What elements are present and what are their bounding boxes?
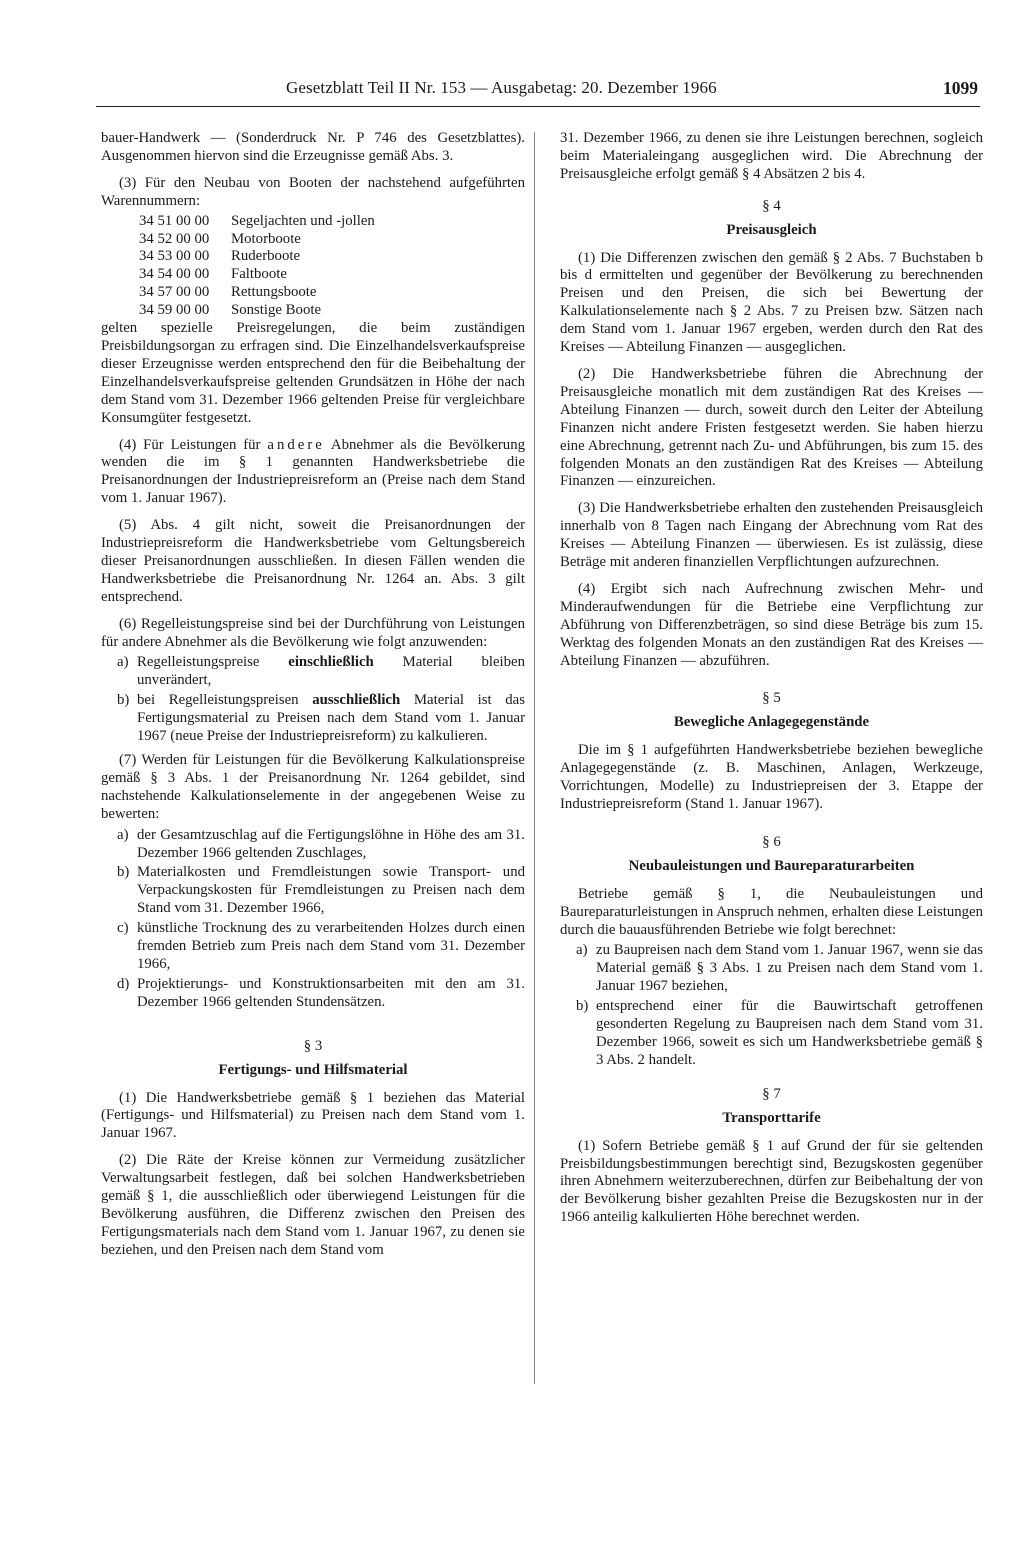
text-run: bei Regelleistungspreisen <box>137 692 299 709</box>
section-5-paragraph-1: Die im § 1 aufgeführten Handwerksbetriebe beziehen bewegliche Anlagegegenstände (z. B. Maschinen, Anlagen, Werkzeuge, Vorrichtungen, Modelle) zu Industriepreisen der 3. Etappe der Industriepreisreform (Stand 1. Januar 1967). <box>560 742 983 812</box>
section-number: § 3 <box>303 1037 323 1054</box>
list-item <box>560 942 983 996</box>
page-header <box>96 78 984 104</box>
ware-number-row <box>139 213 525 231</box>
section-title: Bewegliche Anlagegegenstände <box>673 714 870 731</box>
paragraph-6: (6) Regelleistungspreise sind bei der Durchführung von Leistungen für andere Abnehmer als die Bevölkerung wie folgt anzuwenden: <box>101 615 525 650</box>
item-label: b) <box>117 864 130 881</box>
ware-label: Sonstige Boote <box>231 302 322 319</box>
item-label: b) <box>576 998 589 1015</box>
section-3-paragraph-1: (1) Die Handwerksbetriebe gemäß § 1 beziehen das Material (Fertigungs- und Hilfsmaterial) zu Preisen nach dem Stand vom 1. Januar 1967. <box>101 1089 525 1142</box>
section-4-paragraph-2: (2) Die Handwerksbetriebe führen die Abrechnung der Preisausgleiche monatlich mit dem zuständigen Rat des Kreises — Abteilung Finanzen — durch, soweit durch den Leiter der Abteilung Finanzen nicht andere Fristen festgesetzt werden. Sie haben hierzu eine Abrechnung, getrennt nach Zu- und Abführungen, bis zum 15. des folgenden Monats an den zuständigen Rat des Kreises — Abteilung Finanzen — einzureichen. <box>560 365 983 490</box>
paragraph-3-rest: gelten spezielle Preisregelungen, die beim zuständigen Preisbildungsorgan zu erfragen sind. Die Einzelhandelsverkaufspreise dieser Erzeugnisse werden entsprechend den für die Beibehaltung der Einzelhandelsverkaufspreise geltenden Grundsätzen in Höhe der nach dem Stand vom 31. Dezember 1966 geltenden Preise für vergleichbare Konsumgüter festgesetzt. <box>101 320 525 426</box>
header-rule <box>96 106 980 107</box>
text-run: Material bleiben unverändert, <box>137 654 525 689</box>
section-title: Neubauleistungen und Baureparaturarbeiten <box>628 857 915 874</box>
section-number: § 6 <box>762 833 781 850</box>
list-item <box>101 827 525 863</box>
section-number: § 7 <box>762 1085 781 1102</box>
page-number: 1099 <box>943 78 978 98</box>
paragraph-3-intro: (3) Für den Neubau von Booten der nachstehend aufgeführten Warennummern: <box>101 174 525 209</box>
item-text: Projektierungs- und Konstruktionsarbeiten mit den am 31. Dezember 1966 geltenden Stundensätzen. <box>137 975 525 1010</box>
list-item <box>101 976 525 1012</box>
column-divider <box>534 132 535 1384</box>
ware-label: Segeljachten und -jollen <box>231 212 375 229</box>
section-7-paragraph-1: (1) Sofern Betriebe gemäß § 1 auf Grund der für sie geltenden Preisbildungsbestimmungen berechtigt sind, Bezugskosten gegenüber ihren Abnehmern weiterzuberechnen, dürfen zur Beibehaltung der von der Bevölkerung bisher gezahlten Preise die Bezugskosten nur in der 1966 anteilig kalkulierten Höhe berechnet werden. <box>560 1137 983 1226</box>
header-title: Gesetzblatt Teil II Nr. 153 — Ausgabetag: 20. Dezember 1966 <box>286 78 717 97</box>
item-text: zu Baupreisen nach dem Stand vom 1. Januar 1967, wenn sie das Material gemäß § 3 Abs. 1 zu Preisen nach dem Stand vom 1. Januar 1967 beziehen, <box>596 942 983 995</box>
list-item <box>101 920 525 974</box>
list-item <box>101 654 525 690</box>
paragraph-6-items <box>101 654 525 746</box>
item-label: a) <box>117 826 129 843</box>
right-column <box>560 130 983 1236</box>
text-run: Abnehmer als die Bevölkerung wenden die im § 1 genannten Handwerksbetriebe die Preisanordnungen der Industriepreisreform an (Preise nach dem Stand vom 1. Januar 1967). <box>101 436 526 507</box>
section-4-paragraph-4: (4) Ergibt sich nach Aufrechnung zwischen Mehr- und Minderaufwendungen für die Betriebe eine Verpflichtung zur Abführung von Differenzbeträgen, so sind diese Beträge bis zum 15. Werktag des folgenden Monats an den zuständigen Rat des Kreises — Abteilung Finanzen — abzuführen. <box>560 580 983 669</box>
item-text: der Gesamtzuschlag auf die Fertigungslöhne in Höhe des am 31. Dezember 1966 geltenden Zuschlages, <box>137 826 525 861</box>
ware-number-row <box>139 284 525 302</box>
section-number: § 4 <box>762 197 781 214</box>
text-run: Material ist das Fertigungsmaterial zu Preisen nach dem Stand vom 1. Januar 1967 (neue Preise der Industriepreisreform) zu kalkulieren. <box>137 692 526 745</box>
item-label: d) <box>117 975 130 992</box>
paragraph-5: (5) Abs. 4 gilt nicht, soweit die Preisanordnungen der Industriepreisreform die Handwerksbetriebe vom Geltungsbereich dieser Preisanordnungen ausschließen. In diesen Fällen wenden die Handwerksbetriebe die Preisanordnung Nr. 1264 an. Abs. 3 gilt entsprechend. <box>101 517 525 605</box>
section-title: Preisausgleich <box>726 221 817 238</box>
ware-number: 34 59 00 00 <box>139 302 210 319</box>
section-4-paragraph-1: (1) Die Differenzen zwischen den gemäß § 2 Abs. 7 Buchstaben b bis d ermittelten und gegenüber der Bevölkerung zu berechnenden Preisen und den Preisen, die sich bei Bewertung der Kalkulationselemente nach § 2 Abs. 7 zu Preisen bzw. Sätzen nach dem Stand vom 1. Januar 1967 ergeben, werden durch den Rat des Kreises — Abteilung Finanzen — ausgeglichen. <box>560 249 983 356</box>
left-column <box>101 130 525 1269</box>
section-3-paragraph-2: (2) Die Räte der Kreise können zur Vermeidung zusätzlicher Verwaltungsarbeit festlegen, daß bei solchen Handwerksbetrieben gemäß § 1, die ausschließlich oder überwiegend Leistungen für die Bevölkerung ausführen, die Differenz zwischen den Preisen des Fertigungsmaterials nach dem Stand vom 1. Januar 1967, zu denen sie beziehen, und den Preisen nach dem Stand vom <box>101 1152 525 1258</box>
bold-run: ausschließlich <box>312 692 401 709</box>
section-6-paragraph-1: Betriebe gemäß § 1, die Neubauleistungen und Baureparaturleistungen in Anspruch nehmen, erhalten diese Leistungen durch die bauausführenden Betriebe wie folgt berechnet: <box>560 885 983 938</box>
ware-number: 34 53 00 00 <box>139 248 210 265</box>
item-text: entsprechend einer für die Bauwirtschaft getroffenen gesonderten Regelung zu Baupreisen nach dem Stand vom 31. Dezember 1966, soweit es sich um Handwerksbetriebe gemäß § 3 Abs. 2 handelt. <box>596 998 983 1068</box>
ware-label: Faltboote <box>231 266 287 283</box>
item-text <box>137 654 525 690</box>
bold-run: einschließlich <box>288 654 374 671</box>
paragraph-7-items <box>101 827 525 1012</box>
section-number: § 5 <box>762 690 781 707</box>
paragraph-7: (7) Werden für Leistungen für die Bevölkerung Kalkulationspreise gemäß § 3 Abs. 1 der Preisanordnung Nr. 1264 gebildet, sind nachstehende Kalkulationselemente in der angegebenen Weise zu bewerten: <box>101 752 525 822</box>
ware-number: 34 51 00 00 <box>139 212 210 229</box>
text-run: (4) Für Leistungen für <box>119 436 261 453</box>
item-text: Materialkosten und Fremdleistungen sowie Transport- und Verpackungskosten für Fremdleistungen zu Preisen nach dem Stand vom 31. Dezember 1966, <box>137 864 525 917</box>
item-label: a) <box>576 942 588 959</box>
ware-number-row <box>139 248 525 266</box>
ware-number-row <box>139 302 525 320</box>
paragraph: bauer-Handwerk — (Sonderdruck Nr. P 746 des Gesetzblattes). Ausgenommen hiervon sind die Erzeugnisse gemäß Abs. 3. <box>101 130 525 164</box>
list-item <box>101 692 525 746</box>
list-item <box>560 998 983 1070</box>
ware-number-row <box>139 266 525 284</box>
ware-number-list <box>139 213 525 320</box>
text-run: Regelleistungspreise <box>137 654 260 671</box>
item-label: c) <box>117 920 129 937</box>
ware-label: Ruderboote <box>231 248 301 265</box>
ware-number: 34 54 00 00 <box>139 266 210 283</box>
ware-label: Motorboote <box>231 230 301 247</box>
section-title: Fertigungs- und Hilfsmaterial <box>218 1061 408 1078</box>
item-text <box>137 692 525 746</box>
item-label: b) <box>117 692 130 709</box>
ware-number: 34 52 00 00 <box>139 230 210 247</box>
ware-number-row <box>139 231 525 249</box>
section-title: Transporttarife <box>722 1109 821 1126</box>
list-item <box>101 864 525 918</box>
ware-number: 34 57 00 00 <box>139 284 210 301</box>
paragraph: 31. Dezember 1966, zu denen sie ihre Leistungen berechnen, sogleich beim Materialeingang ausgeglichen wird. Die Abrechnung der Preisausgleiche erfolgt gemäß § 4 Absätzen 2 bis 4. <box>560 130 983 182</box>
item-label: a) <box>117 654 129 671</box>
spaced-word: andere <box>267 436 325 453</box>
section-6-items <box>560 942 983 1069</box>
paragraph-4 <box>101 437 525 509</box>
section-4-paragraph-3: (3) Die Handwerksbetriebe erhalten den zustehenden Preisausgleich innerhalb von 8 Tagen nach Eingang der Abrechnung vom Rat des Kreises — Abteilung Finanzen — überwiesen. Es ist zulässig, diese Beträge mit anderen finanziellen Verpflichtungen aufzurechnen. <box>560 500 983 571</box>
ware-label: Rettungsboote <box>231 284 317 301</box>
item-text: künstliche Trocknung des zu verarbeitenden Holzes durch einen fremden Betrieb zum Preis nach dem Stand vom 31. Dezember 1966, <box>137 920 525 972</box>
